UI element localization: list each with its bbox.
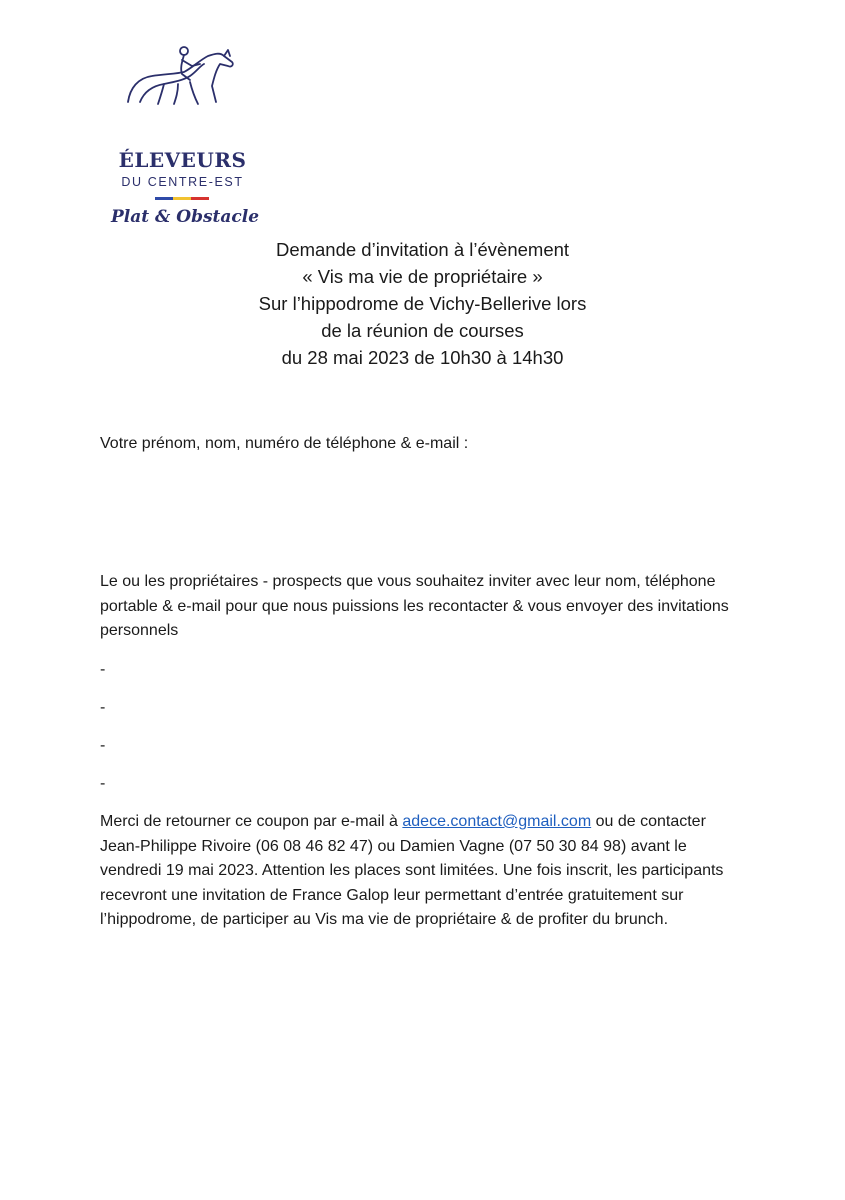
logo-script: Plat & Obstacle bbox=[110, 207, 260, 227]
horse-and-rider-logo-icon bbox=[120, 44, 245, 106]
owner-entry-list bbox=[100, 658, 105, 810]
logo-subtitle: DU CENTRE-EST bbox=[121, 175, 244, 189]
logo-title: ÉLEVEURS bbox=[118, 148, 247, 172]
page-heading bbox=[150, 236, 695, 371]
heading-line: « Vis ma vie de propriétaire » bbox=[302, 266, 543, 287]
closing-text-before: Merci de retourner ce coupon par e-mail à bbox=[100, 813, 403, 830]
closing-paragraph bbox=[100, 810, 750, 933]
heading-line: Sur l’hippodrome de Vichy-Bellerive lors bbox=[258, 293, 587, 314]
logo-flag-stripe bbox=[155, 197, 209, 200]
closing-text-after: ou de contacter Jean-Philippe Rivoire (06 08 46 82 47) ou Damien Vagne (07 50 30 84 98) avant le vendredi 19 mai 2023. Attention les places sont limitées. Une fois inscrit, les participants recevront une invitation de France Galop leur permettant d’entrée gratuitement sur l’hippodrome, de participer au Vis ma vie de propriétaire & de profiter du brunch. bbox=[100, 813, 724, 928]
heading-line: du 28 mai 2023 de 10h30 à 14h30 bbox=[281, 347, 564, 368]
owner-entry-line: - bbox=[100, 661, 106, 678]
owner-entry-line: - bbox=[100, 737, 106, 754]
heading-line: de la réunion de courses bbox=[321, 320, 524, 341]
heading-line: Demande d’invitation à l’évènement bbox=[275, 239, 570, 260]
owner-entry-line: - bbox=[100, 775, 106, 792]
organization-logo bbox=[100, 44, 265, 227]
contact-prompt: Votre prénom, nom, numéro de téléphone & e-mail : bbox=[100, 435, 469, 452]
contact-email-link[interactable]: adece.contact@gmail.com bbox=[402, 813, 592, 830]
owner-entry-line: - bbox=[100, 699, 106, 716]
owners-prompt: Le ou les propriétaires - prospects que vous souhaitez inviter avec leur nom, téléphone portable & e-mail pour que nous puissions les recontacter & vous envoyer des invitations personnels bbox=[100, 573, 729, 639]
